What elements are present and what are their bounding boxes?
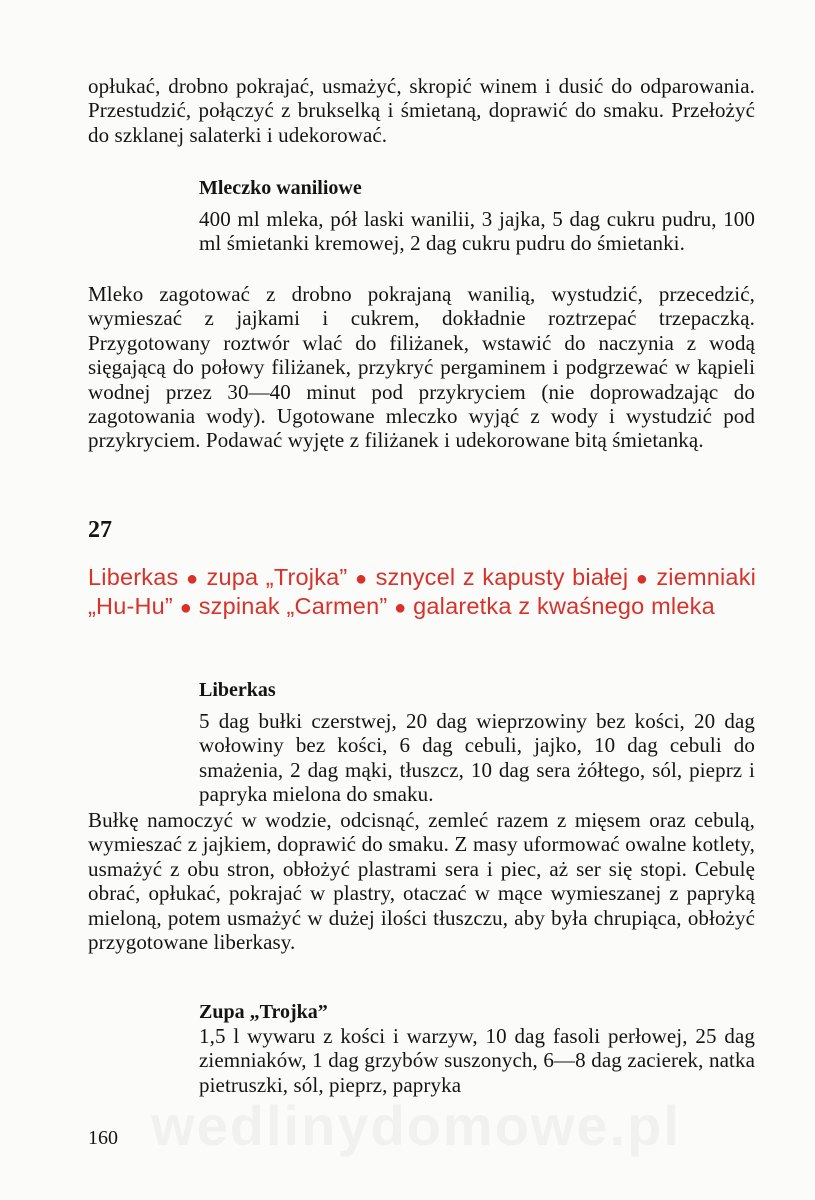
recipe-title-zupa: Zupa „Trojka” — [199, 1001, 328, 1023]
menu-item: zupa „Trojka” — [206, 564, 348, 590]
menu-item: ziemniaki „Hu-Hu” — [88, 564, 757, 619]
day-number: 27 — [88, 517, 112, 543]
method-mleczko: Mleko zagotować z drobno pokrajaną wanilią, wystudzić, przecedzić, wymieszać z jajkami i cukrem, dokładnie roztrzepać trzepaczką. Przygotowany roztwór wlać do filiżanek, wstawić do naczynia z wodą sięgającą do połowy filiżanek, przykryć pergaminem i podgrzewać w kąpieli wodnej przez 30—40 minut pod przykryciem (nie doprowadzając do zagotowania wody). Ugotowane mleczko wyjąć z wody i wystudzić pod przykryciem. Podawać wyjęte z filiżanek i udekorowane bitą śmietanką. — [88, 282, 755, 453]
menu-item: sznycel z kapusty białej — [375, 564, 629, 590]
method-liberkas: Bułkę namoczyć w wodzie, odcisnąć, zemleć razem z mięsem oraz cebulą, wymieszać z jajkiem, doprawić do smaku. Z masy uformować owalne kotlety, usmażyć z obu stron, obłożyć plastrami sera i piec, aż ser się stopi. Cebulę obrać, opłukać, pokrajać w plastry, otaczać w mące wymieszanej z papryką mieloną, potem usmażyć w dużej ilości tłuszczu, aby była chrupiąca, obłożyć przygotowane liberkasy. — [88, 808, 755, 955]
day-menu — [88, 564, 756, 621]
bullet-dot-icon: ● — [185, 568, 200, 590]
intro-paragraph: opłukać, drobno pokrajać, usmażyć, skropić winem i dusić do odparowania. Przestudzić, połączyć z brukselką i śmietaną, doprawić do smaku. Przełożyć do szklanej salaterki i udekorować. — [88, 74, 755, 147]
menu-item: galaretka z kwaśnego mleka — [413, 592, 715, 619]
menu-item: szpinak „Carmen” — [198, 592, 388, 619]
bullet-dot-icon: ● — [394, 596, 407, 619]
ingredients-zupa: 1,5 l wywaru z kości i warzyw, 10 dag fasoli perłowej, 25 dag ziemniaków, 1 dag grzybów suszonych, 6—8 dag zacierek, natka pietruszki, sól, pieprz, papryka — [199, 1024, 755, 1097]
page-number: 160 — [88, 1127, 118, 1149]
recipe-title-liberkas: Liberkas — [199, 679, 276, 701]
ingredients-mleczko: 400 ml mleka, pół laski wanilii, 3 jajka, 5 dag cukru pudru, 100 ml śmietanki kremowej, 2 dag cukru pudru do śmietanki. — [199, 207, 755, 256]
bullet-dot-icon: ● — [354, 568, 369, 590]
menu-item: Liberkas — [88, 564, 179, 590]
recipe-title-mleczko: Mleczko waniliowe — [199, 177, 362, 199]
watermark: wedlinydomowe.pl — [151, 1094, 681, 1157]
bullet-dot-icon: ● — [179, 596, 192, 619]
bullet-dot-icon: ● — [635, 568, 649, 590]
ingredients-liberkas: 5 dag bułki czerstwej, 20 dag wieprzowiny bez kości, 20 dag wołowiny bez kości, 6 dag cebuli, jajko, 10 dag cebuli do smażenia, 2 dag mąki, tłuszcz, 10 dag sera żółtego, sól, pieprz i papryka mielona do smaku. — [199, 709, 755, 807]
